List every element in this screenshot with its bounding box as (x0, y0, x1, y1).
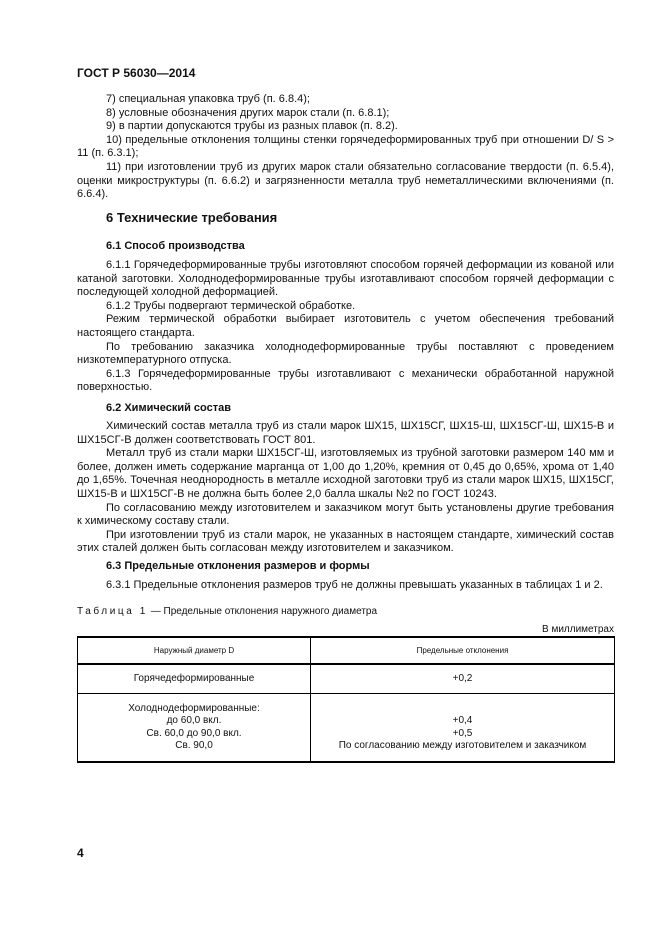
list-item: 11) при изготовлении труб из других марок стали обязательно согласование твердости (п. 6.5.4), оценки микроструктуры (п. 6.6.2) и загрязненности металла труб неметаллическими включениями (п. 6.6.4). (77, 160, 614, 201)
subsection-heading: 6.3 Предельные отклонения размеров и формы (106, 560, 370, 572)
table-units: В миллиметрах (542, 624, 614, 635)
requirements-list (77, 93, 614, 202)
cell-line: до 60,0 вкл. (166, 715, 222, 726)
table-cell (78, 664, 311, 694)
table-row (78, 664, 615, 694)
paragraph: Химический состав металла труб из стали марок ШХ15, ШХ15СГ, ШХ15-Ш, ШХ15СГ-Ш, ШХ15-В и ШХ15СГ-В должен соответствовать ГОСТ 801. (77, 420, 614, 446)
cell-line: По согласованию между изготовителем и заказчиком (338, 740, 587, 751)
cell-line: +0,5 (452, 727, 473, 739)
cell-line: Холоднодеформированные: (128, 702, 260, 714)
table-cell (78, 694, 311, 763)
list-item: 10) предельные отклонения толщины стенки горячедеформированных труб при отношении D/ S > 11 (п. 6.3.1); (77, 133, 614, 160)
cell-line (311, 703, 614, 716)
paragraph: 6.1.3 Горячедеформированные трубы изготавливают с механически обработанной наружной поверхностью. (77, 367, 614, 394)
page-number: 4 (77, 846, 84, 860)
section-heading: 6 Технические требования (106, 210, 278, 225)
col-header-deviation: Предельные отклонения (311, 637, 615, 664)
table-cell (311, 664, 615, 694)
subsection-heading: 6.1 Способ производства (106, 240, 245, 252)
table-caption (77, 606, 377, 617)
table-row (78, 694, 615, 763)
cell-line: Горячедеформированные (133, 672, 255, 684)
paragraph: При изготовлении труб из стали марок, не указанных в настоящем стандарте, химический состав этих сталей должен быть согласован между изготовителем и заказчиком. (77, 528, 614, 555)
list-item: 8) условные обозначения других марок стали (п. 6.8.1); (106, 106, 390, 119)
table-cell (311, 694, 615, 763)
subsection-heading: 6.2 Химический состав (106, 402, 231, 414)
list-item: 9) в партии допускаются трубы из разных плавок (п. 8.2). (106, 120, 398, 133)
cell-line: Св. 60,0 до 90,0 вкл. (146, 727, 242, 739)
paragraph: Режим термической обработки выбирает изготовитель с учетом обеспечения требований настоящего стандарта. (77, 313, 614, 339)
table-caption-label: Таблица 1 (77, 606, 148, 617)
subsection-body (77, 259, 614, 395)
subsection-body (77, 420, 614, 556)
standard-designation: ГОСТ Р 56030—2014 (77, 66, 196, 80)
table-header-row (78, 637, 615, 664)
cell-line: Св. 90,0 (175, 740, 213, 751)
table-caption-text: — Предельные отклонения наружного диаметра (147, 606, 378, 617)
paragraph: 6.1.2 Трубы подвергают термической обработке. (106, 299, 356, 312)
col-header-diameter: Наружный диаметр D (78, 637, 311, 664)
paragraph: 6.3.1 Предельные отклонения размеров труб не должны превышать указанных в таблицах 1 и 2. (106, 579, 603, 591)
cell-line: +0,2 (452, 672, 473, 684)
cell-line: +0,4 (452, 715, 473, 726)
deviation-table (77, 636, 615, 763)
subsection-body (77, 579, 614, 593)
paragraph: 6.1.1 Горячедеформированные трубы изготовляют способом горячей деформации из кованой или катаной заготовки. Холоднодеформированные трубы изготавливают способом горячей деформации с последующей холодной деформацией. (77, 259, 614, 299)
paragraph: По требованию заказчика холоднодеформированные трубы поставляют с проведением низкотемпературного отпуска. (77, 340, 614, 367)
paragraph: По согласованию между изготовителем и заказчиком могут быть установлены другие требования к химическому составу стали. (77, 501, 614, 528)
list-item: 7) специальная упаковка труб (п. 6.8.4); (106, 93, 310, 105)
paragraph: Металл труб из стали марки ШХ15СГ-Ш, изготовляемых из трубной заготовки размером 140 мм и более, должен иметь содержание марганца от 1,00 до 1,20%, кремния от 0,45 до 0,65%, хрома от 1,40 до 1,65%. Точечная неоднородность в металле исходной заготовки труб из стали марок ШХ15, ШХ15СГ, ШХ15-В и ШХ15СГ-В не должна быть более 2,0 балла шкалы №2 по ГОСТ 10243. (77, 447, 614, 500)
